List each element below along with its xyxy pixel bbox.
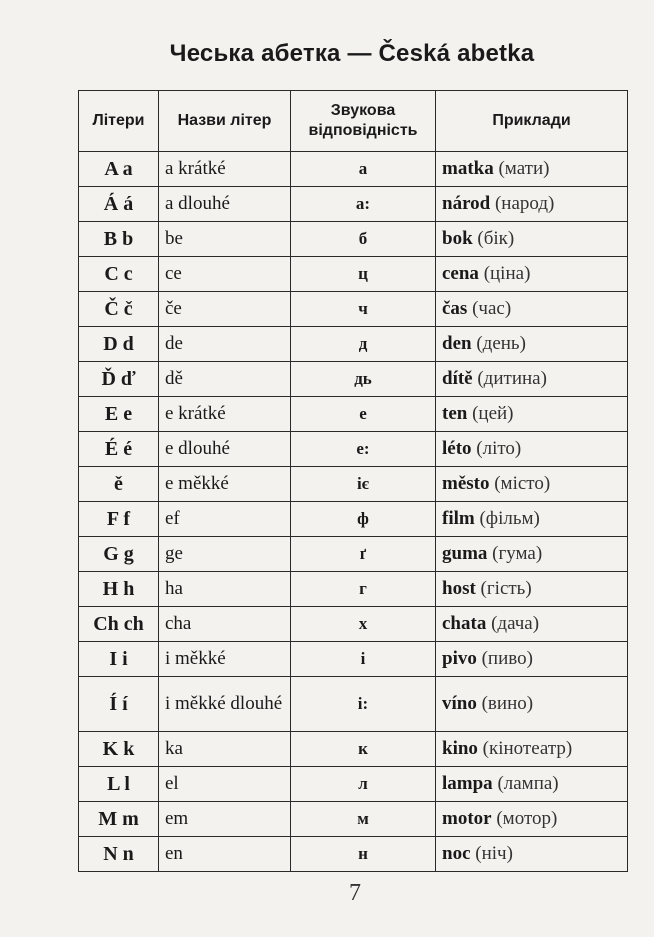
example-translation: (бік) xyxy=(477,228,515,249)
letter-name-cell: i měkké xyxy=(159,642,291,677)
example-translation: (ніч) xyxy=(475,843,513,864)
table-row xyxy=(79,362,628,397)
example-word: dítě xyxy=(442,368,473,389)
letter-cell: K k xyxy=(79,732,159,767)
table-row xyxy=(79,467,628,502)
sound-cell: л xyxy=(291,767,436,802)
example-translation: (гума) xyxy=(492,543,543,564)
sound-cell: к xyxy=(291,732,436,767)
table-row xyxy=(79,642,628,677)
header-letters: Літери xyxy=(79,91,159,152)
example-word: noc xyxy=(442,843,471,864)
example-word: město xyxy=(442,473,490,494)
example-cell xyxy=(436,327,628,362)
example-translation: (мати) xyxy=(498,158,550,179)
alphabet-table xyxy=(78,90,628,872)
sound-cell: н xyxy=(291,837,436,872)
example-cell xyxy=(436,572,628,607)
sound-cell: м xyxy=(291,802,436,837)
table-row xyxy=(79,187,628,222)
table-row xyxy=(79,257,628,292)
letter-name-cell: ka xyxy=(159,732,291,767)
example-cell xyxy=(436,432,628,467)
sound-cell: ф xyxy=(291,502,436,537)
letter-cell: F f xyxy=(79,502,159,537)
page-number: 7 xyxy=(349,880,361,906)
table-row xyxy=(79,837,628,872)
example-cell xyxy=(436,767,628,802)
table-row xyxy=(79,292,628,327)
table-row xyxy=(79,802,628,837)
example-cell xyxy=(436,732,628,767)
example-translation: (літо) xyxy=(476,438,522,459)
example-word: víno xyxy=(442,693,477,714)
example-translation: (гість) xyxy=(480,578,532,599)
sound-cell: дь xyxy=(291,362,436,397)
example-word: pivo xyxy=(442,648,477,669)
letter-name-cell: em xyxy=(159,802,291,837)
example-word: chata xyxy=(442,613,487,634)
letter-name-cell: a dlouhé xyxy=(159,187,291,222)
letter-cell: ě xyxy=(79,467,159,502)
sound-cell: і xyxy=(291,642,436,677)
example-word: cena xyxy=(442,263,479,284)
letter-cell: E e xyxy=(79,397,159,432)
letter-cell: A a xyxy=(79,152,159,187)
example-cell xyxy=(436,677,628,732)
letter-cell: B b xyxy=(79,222,159,257)
letter-cell: L l xyxy=(79,767,159,802)
table-row xyxy=(79,732,628,767)
example-translation: (місто) xyxy=(494,473,551,494)
letter-name-cell: i měkké dlouhé xyxy=(159,677,291,732)
example-word: host xyxy=(442,578,476,599)
sound-cell: і: xyxy=(291,677,436,732)
example-translation: (кінотеатр) xyxy=(482,738,573,759)
letter-name-cell: e krátké xyxy=(159,397,291,432)
example-translation: (час) xyxy=(472,298,512,319)
sound-cell: б xyxy=(291,222,436,257)
example-translation: (ціна) xyxy=(483,263,531,284)
letter-cell: Ď ď xyxy=(79,362,159,397)
sound-cell: а: xyxy=(291,187,436,222)
letter-name-cell: dě xyxy=(159,362,291,397)
header-sound: Звукова відповідність xyxy=(291,91,436,152)
example-word: film xyxy=(442,508,475,529)
sound-cell: а xyxy=(291,152,436,187)
letter-name-cell: e dlouhé xyxy=(159,432,291,467)
table-row xyxy=(79,432,628,467)
table-row xyxy=(79,537,628,572)
letter-name-cell: ef xyxy=(159,502,291,537)
letter-cell: Á á xyxy=(79,187,159,222)
example-translation: (народ) xyxy=(494,193,555,214)
example-cell xyxy=(436,222,628,257)
example-cell xyxy=(436,802,628,837)
letter-name-cell: a krátké xyxy=(159,152,291,187)
header-examples: Приклади xyxy=(436,91,628,152)
example-word: léto xyxy=(442,438,472,459)
example-cell xyxy=(436,467,628,502)
example-translation: (лампа) xyxy=(497,773,559,794)
example-translation: (вино) xyxy=(481,693,534,714)
table-row xyxy=(79,767,628,802)
example-word: čas xyxy=(442,298,468,319)
example-word: národ xyxy=(442,193,491,214)
letter-name-cell: be xyxy=(159,222,291,257)
example-cell xyxy=(436,152,628,187)
example-cell xyxy=(436,187,628,222)
sound-cell: е: xyxy=(291,432,436,467)
letter-name-cell: ce xyxy=(159,257,291,292)
example-word: lampa xyxy=(442,773,493,794)
letter-cell: Ch ch xyxy=(79,607,159,642)
table-row xyxy=(79,677,628,732)
example-word: kino xyxy=(442,738,478,759)
table-row xyxy=(79,327,628,362)
example-translation: (фільм) xyxy=(479,508,540,529)
example-cell xyxy=(436,257,628,292)
example-cell xyxy=(436,292,628,327)
letter-cell: N n xyxy=(79,837,159,872)
example-translation: (дача) xyxy=(491,613,540,634)
letter-cell: M m xyxy=(79,802,159,837)
example-cell xyxy=(436,397,628,432)
sound-cell: х xyxy=(291,607,436,642)
table-row xyxy=(79,607,628,642)
example-word: guma xyxy=(442,543,488,564)
letter-cell: É é xyxy=(79,432,159,467)
table-row xyxy=(79,572,628,607)
letter-name-cell: ha xyxy=(159,572,291,607)
letter-name-cell: en xyxy=(159,837,291,872)
header-names: Назви літер xyxy=(159,91,291,152)
letter-cell: I i xyxy=(79,642,159,677)
example-word: motor xyxy=(442,808,492,829)
letter-cell: Í í xyxy=(79,677,159,732)
letter-cell: H h xyxy=(79,572,159,607)
sound-cell: д xyxy=(291,327,436,362)
example-cell xyxy=(436,607,628,642)
example-word: ten xyxy=(442,403,468,424)
example-translation: (цей) xyxy=(472,403,514,424)
example-translation: (день) xyxy=(476,333,526,354)
table-row xyxy=(79,152,628,187)
letter-cell: C c xyxy=(79,257,159,292)
letter-cell: D d xyxy=(79,327,159,362)
sound-cell: іє xyxy=(291,467,436,502)
example-cell xyxy=(436,837,628,872)
example-word: matka xyxy=(442,158,494,179)
table-row xyxy=(79,222,628,257)
letter-name-cell: e měkké xyxy=(159,467,291,502)
letter-name-cell: el xyxy=(159,767,291,802)
table-row xyxy=(79,397,628,432)
sound-cell: е xyxy=(291,397,436,432)
example-cell xyxy=(436,537,628,572)
table-row xyxy=(79,502,628,537)
sound-cell: ц xyxy=(291,257,436,292)
alphabet-body xyxy=(79,152,628,872)
letter-cell: G g xyxy=(79,537,159,572)
example-translation: (мотор) xyxy=(496,808,558,829)
letter-name-cell: če xyxy=(159,292,291,327)
table-header-row xyxy=(79,91,628,152)
example-translation: (дитина) xyxy=(477,368,547,389)
example-cell xyxy=(436,502,628,537)
example-cell xyxy=(436,642,628,677)
letter-name-cell: cha xyxy=(159,607,291,642)
letter-name-cell: de xyxy=(159,327,291,362)
sound-cell: г xyxy=(291,572,436,607)
page-title: Чеська абетка — Česká abetka xyxy=(169,40,535,67)
example-translation: (пиво) xyxy=(481,648,533,669)
letter-name-cell: ge xyxy=(159,537,291,572)
letter-cell: Č č xyxy=(79,292,159,327)
example-word: den xyxy=(442,333,472,354)
example-cell xyxy=(436,362,628,397)
sound-cell: ч xyxy=(291,292,436,327)
sound-cell: ґ xyxy=(291,537,436,572)
example-word: bok xyxy=(442,228,473,249)
